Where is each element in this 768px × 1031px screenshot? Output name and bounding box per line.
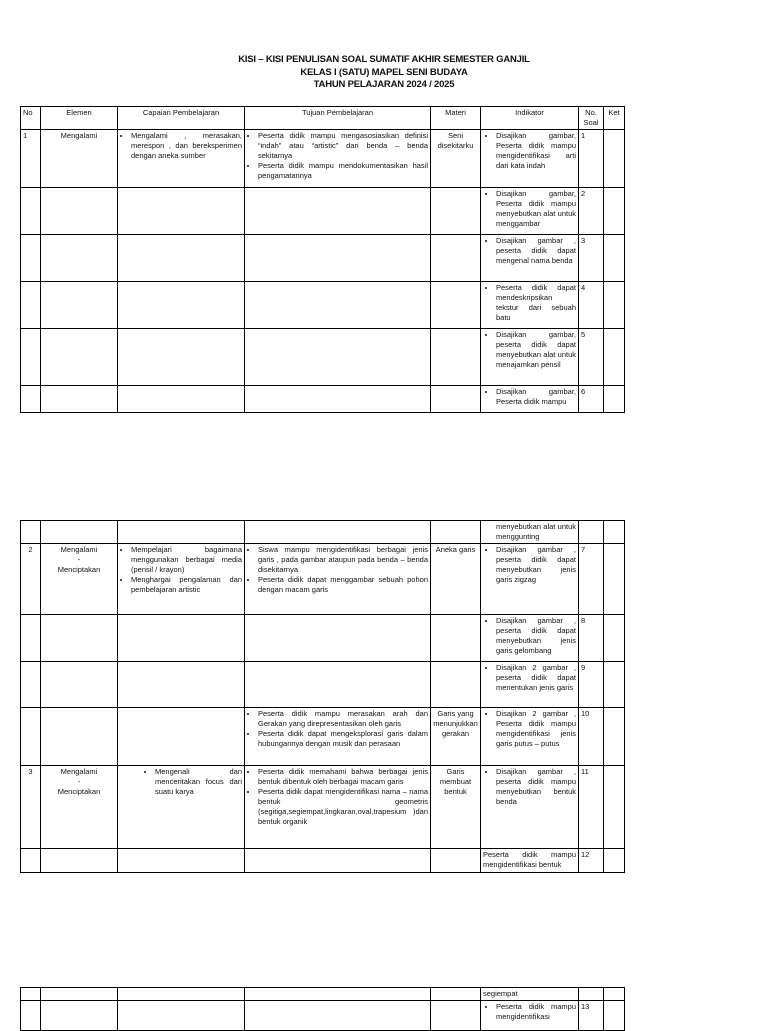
title-line-3: TAHUN PELAJARAN 2024 / 2025: [313, 79, 455, 90]
cell-indikator: Peserta didik mampu mengidentifikasi bentuk: [481, 849, 579, 873]
cell-ket: [604, 130, 625, 188]
cell-elemen: [41, 544, 118, 615]
table-row: [21, 988, 625, 1001]
list-item: • Disajikan gambar, peserta didik dapat menyebutkan alat untuk menajamkan pensil: [496, 330, 576, 370]
elemen-line: Menciptakan: [57, 565, 101, 574]
header-indikator: Indikator: [481, 107, 579, 130]
cell-no-soal: 4: [579, 282, 604, 329]
list-item: • Peserta didik dapat menggambar sebuah pohon dengan macam garis: [258, 575, 428, 595]
cell-no-soal: 2: [579, 188, 604, 235]
list-item: • Peserta didik mampu mengasosiasikan definisi “indah” atau “artistic” dari benda – benda sekitarnya: [258, 131, 428, 161]
list-item: • Disajikan gambar , peserta didik dapat menyebutkan jenis garis zigzag: [496, 545, 576, 585]
cell-elemen: [41, 766, 118, 849]
cell-indikator: [481, 615, 579, 662]
cell-no-soal: 10: [579, 708, 604, 766]
elemen-line: -: [77, 555, 81, 564]
cell-capaian: [118, 130, 245, 188]
table-row: [21, 662, 625, 708]
table-header-row: [21, 107, 625, 130]
cell-tujuan: [245, 544, 431, 615]
list-item: • Peserta didik memahami bahwa berbagai jenis bentuk dibentuk oleh berbagai macam garis: [258, 767, 428, 787]
list-item: • Disajikan gambar, Peserta didik mampu: [496, 387, 576, 407]
title-line-2: KELAS I (SATU) MAPEL SENI BUDAYA: [300, 66, 468, 78]
list-item: • Disajikan gambar , peserta didik dapat mengenal nama benda: [496, 236, 576, 266]
cell-materi: Garis membuat bentuk: [431, 766, 481, 849]
list-item: • Menghargai pengalaman dan pembelajaran artistic: [131, 575, 242, 595]
cell-indikator: [481, 130, 579, 188]
list-item: • Peserta didik mampu merasakan arah dan Gerakan yang direpresentasikan oleh garis: [258, 709, 428, 729]
cell-indikator: segiempat: [481, 988, 579, 1001]
table-row: [21, 386, 625, 413]
cell-tujuan: [245, 708, 431, 766]
cell-materi: Aneka garis: [431, 544, 481, 615]
list-item: • Peserta didik mampu mendokumentasikan hasil pengamatannya: [258, 161, 428, 181]
cell-no: 2: [21, 544, 41, 615]
cell-materi: Seni disekitarku: [431, 130, 481, 188]
list-item: • Disajikan 2 gambar , peserta didik dapat menentukan jenis garis: [496, 663, 576, 693]
elemen-line: Mengalami: [60, 545, 98, 554]
list-item: • Disajikan gambar , peserta didik mampu menyebutkan bentuk benda: [496, 767, 576, 807]
table-row: [21, 708, 625, 766]
cell-indikator: [481, 544, 579, 615]
cell-no: 3: [21, 766, 41, 849]
kisi-table-page-3: [20, 987, 625, 1031]
cell-no-soal: 5: [579, 329, 604, 386]
cell-no-soal: 11: [579, 766, 604, 849]
cell-no-soal: 7: [579, 544, 604, 615]
cell-no-soal: 9: [579, 662, 604, 708]
table-row: [21, 130, 625, 188]
cell-indikator: [481, 386, 579, 413]
cell-no-soal: 6: [579, 386, 604, 413]
table-row: [21, 766, 625, 849]
list-item: • Disajikan gambar , peserta didik dapat menyebutkan jenis garis gelombang: [496, 616, 576, 656]
cell-no: 1: [21, 130, 41, 188]
elemen-line: Mengalami: [60, 767, 98, 776]
cell-indikator: [481, 708, 579, 766]
header-capaian: Capaian Pembelajaran: [118, 107, 245, 130]
cell-indikator: menyebutkan alat untuk menggunting: [481, 521, 579, 544]
elemen-line: -: [77, 777, 81, 786]
header-ket: Ket: [604, 107, 625, 130]
list-item: • Mengenali dan menceritakan focus dari suatu karya: [155, 767, 242, 797]
list-item: • Peserta didik dapat mengeksplorasi garis dalam hubungannya dengan musik dan perasaan: [258, 729, 428, 749]
list-item: • Mempelajari bagaimana menggunakan berbagai media (pensil / krayon): [131, 545, 242, 575]
table-row: [21, 849, 625, 873]
list-item: • Peserta didik mampu mengidentifikasi: [496, 1002, 576, 1022]
elemen-line: Menciptakan: [57, 787, 101, 796]
table-row: [21, 521, 625, 544]
table-row: [21, 615, 625, 662]
cell-indikator: [481, 662, 579, 708]
kisi-table-page-2: [20, 520, 625, 873]
cell-no-soal: 12: [579, 849, 604, 873]
cell-no-soal: 13: [579, 1001, 604, 1031]
cell-indikator: [481, 282, 579, 329]
list-item: • Peserta didik dapat mengidentifikasi nama – nama bentuk geometris (segitiga,segiempat,lingkaran,oval,trapesium )dan bentuk organik: [258, 787, 428, 827]
list-item: • Mengalami , merasakan, merespon , dan bereksperimen dengan aneka sumber: [131, 131, 242, 161]
cell-indikator: [481, 766, 579, 849]
list-item: • Disajikan gambar, Peserta didik mampu mengidentifikasi arti dari kata indah: [496, 131, 576, 171]
cell-tujuan: [245, 766, 431, 849]
header-no-soal: No. Soal: [579, 107, 604, 130]
cell-no-soal: 8: [579, 615, 604, 662]
cell-indikator: [481, 1001, 579, 1031]
table-row: [21, 235, 625, 282]
kisi-table-page-1: [20, 106, 625, 413]
list-item: • Disajikan 2 gambar , Peserta didik mampu mengidentifikasi jenis garis putus – putus: [496, 709, 576, 749]
table-row: [21, 544, 625, 615]
cell-capaian: [118, 544, 245, 615]
header-tujuan: Tujuan Pembelajaran: [245, 107, 431, 130]
table-row: [21, 188, 625, 235]
list-item: • Peserta didik dapat mendeskripsikan tekstur dari sebuah batu: [496, 283, 576, 323]
list-item: • Siswa mampu mengidentifikasi berbagai jenis garis , pada gambar ataupun pada benda – benda disekitarnya: [258, 545, 428, 575]
header-materi: Materi: [431, 107, 481, 130]
header-elemen: Elemen: [41, 107, 118, 130]
table-row: [21, 1001, 625, 1031]
document-title: [0, 54, 768, 92]
cell-no-soal: 3: [579, 235, 604, 282]
cell-indikator: [481, 188, 579, 235]
cell-no-soal: 1: [579, 130, 604, 188]
header-no: No: [21, 107, 41, 130]
table-row: [21, 282, 625, 329]
cell-elemen: Mengalami: [41, 130, 118, 188]
title-line-1: KISI – KISI PENULISAN SOAL SUMATIF AKHIR SEMESTER GANJIL: [238, 54, 530, 65]
cell-capaian: [118, 766, 245, 849]
cell-indikator: [481, 329, 579, 386]
list-item: • Disajikan gambar, Peserta didik mampu menyebutkan alat untuk menggambar: [496, 189, 576, 229]
cell-materi: Garis yang menunjukkan gerakan: [431, 708, 481, 766]
cell-tujuan: [245, 130, 431, 188]
table-row: [21, 329, 625, 386]
cell-indikator: [481, 235, 579, 282]
